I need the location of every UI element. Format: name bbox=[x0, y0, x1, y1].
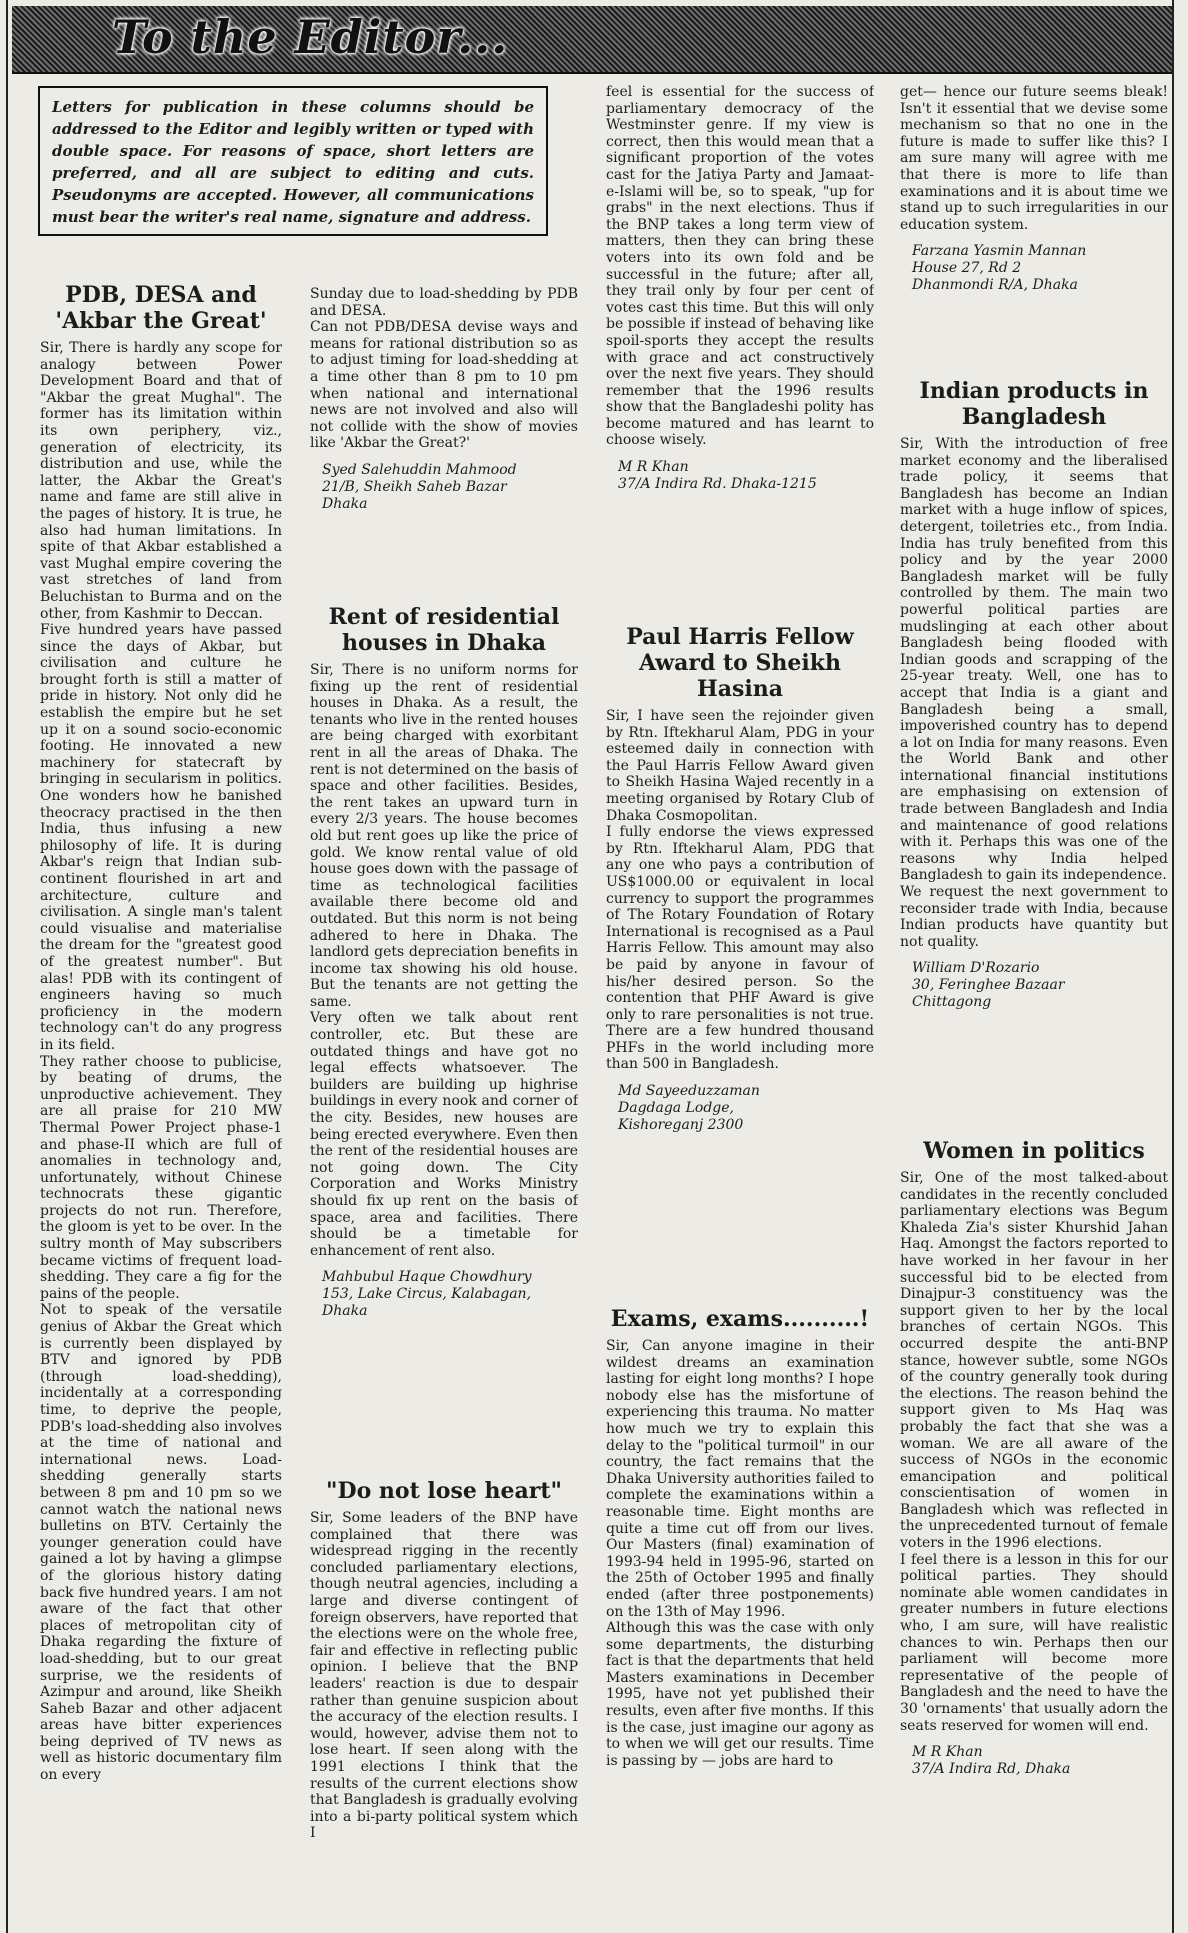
letter-signature: Md Sayeeduzzaman Dagdaga Lodge, Kishoreganj 2300 bbox=[618, 1083, 760, 1134]
letter-signature: Mahbubul Haque Chowdhury 153, Lake Circus, Kalabagan, Dhaka bbox=[322, 1269, 532, 1320]
letter-signature: William D'Rozario 30, Feringhee Bazaar Chittagong bbox=[912, 960, 1065, 1011]
letter-body: Sir, I have seen the rejoinder given by Rtn. Iftekharul Alam, PDG in your esteemed daily in connection with the Paul Harris Fellow Award given to Sheikh Hasina Wajed recently in a meeting organised by Rotary Club of Dhaka Cosmopolitan. I fully endorse the views expressed by Rtn. Iftekharul Alam, PDG that any one who pays a contribution of US$1000.00 or equivalent in local currency to support the programmes of The Rotary Foundation of Rotary International is recognised as a Paul Harris Fellow. This amount may also be paid by anyone in favour of his/her desired person. So the contention that PHF Award is give only to rare personalities is not true. There are a few hundred thousand PHFs in the world including more than 500 in Bangladesh. bbox=[606, 708, 874, 1073]
letter-heart bbox=[310, 1478, 578, 1924]
letter-continuation: get— hence our future seems bleak! Isn't it essential that we devise some mechanism so that no one in the future is made to suffer like this? I am sure many will agree with me that there is more to life than examinations and it is about time we stand up to such irregularities in our education system. bbox=[900, 84, 1168, 233]
column-4-top bbox=[900, 84, 1168, 374]
column-3-top bbox=[606, 84, 874, 584]
letter-body: Sir, Can anyone imagine in their wildest dreams an examination lasting for eight long months? I hope nobody else has the misfortune of experiencing this trauma. No matter how much we try to explain this delay to the "political turmoil" in our country, the fact remains that the Dhaka University authorities failed to complete the examinations within a reasonable time. Eight months are quite a time cut off from our lives. Our Masters (final) examination of 1993-94 held in 1995-96, started on the 25th of October 1995 and finally ended (after three postponements) on the 13th of May 1996. Although this was the case with only some departments, the disturbing fact is that the departments that held Masters examinations in December 1995, have not yet published their results, even after five months. If this is the case, just imagine our agony as to when we will get our results. Time is passing by — jobs are hard to bbox=[606, 1338, 874, 1769]
letter-title: "Do not lose heart" bbox=[326, 1478, 562, 1504]
letter-indian-products bbox=[900, 378, 1168, 1108]
letter-rent bbox=[310, 604, 578, 1434]
section-title: To the Editor... bbox=[112, 10, 509, 64]
column-2-top bbox=[310, 286, 578, 546]
letter-title: Rent of residential houses in Dhaka bbox=[328, 604, 560, 656]
letter-title: Exams, exams..........! bbox=[610, 1306, 870, 1332]
letter-signature: Farzana Yasmin Mannan House 27, Rd 2 Dhanmondi R/A, Dhaka bbox=[912, 243, 1087, 294]
submission-notice-box: Letters for publication in these columns should be addressed to the Editor and legibly written or typed with double space. For reasons of space, short letters are preferred, and all are subject to editing and cuts. Pseudonyms are accepted. However, all communications must bear the writer's real name, signature and address. bbox=[38, 86, 548, 236]
column-1 bbox=[40, 282, 282, 1922]
letter-signature: M R Khan 37/A Indira Rd, Dhaka bbox=[912, 1744, 1071, 1778]
letter-signature: M R Khan 37/A Indira Rd. Dhaka-1215 bbox=[618, 459, 817, 493]
letter-women-politics bbox=[900, 1138, 1168, 1924]
letter-continuation: Sunday due to load-shedding by PDB and DESA. Can not PDB/DESA devise ways and means for rational distribution so as to adjust timing for load-shedding at a time other than 8 pm to 10 pm when national and international news are not involved and also will not collide with the show of movies like 'Akbar the Great?' bbox=[310, 286, 578, 452]
letter-body: Sir, There is no uniform norms for fixing up the rent of residential houses in Dhaka. As a result, the tenants who live in the rented houses are being charged with exorbitant rent in all the areas of Dhaka. The rent is not determined on the basis of space and other facilities. Besides, the rent takes an upward turn in every 2/3 years. The house becomes old but rent goes up like the price of gold. We know rental value of old house goes down with the passage of time as technological facilities available there become old and outdated. But this norm is not being adhered to here in Dhaka. The landlord gets depreciation benefits in income tax showing his old house. But the tenants are not getting the same. Very often we talk about rent controller, etc. But these are outdated things and have got no legal effects whatsoever. The builders are building up highrise buildings in every nook and corner of the city. Besides, new houses are being erected everywhere. Even then the rent of the residential houses are not going down. The City Corporation and Works Ministry should fix up rent on the basis of space, area and facilities. There should be a timetable for enhancement of rent also. bbox=[310, 662, 578, 1259]
letter-exams bbox=[606, 1306, 874, 1924]
section-banner bbox=[12, 6, 1172, 74]
left-border-rule bbox=[6, 0, 8, 1933]
letter-body: Sir, With the introduction of free market economy and the liberalised trade policy, it seems that Bangladesh has become an Indian market with a huge inflow of spices, detergent, toiletries etc., from India. India has truly benefited from this policy and by the year 2000 Bangladesh market will be fully controlled by them. The main two powerful political parties are mudslinging at each other about Bangladesh being flooded with Indian goods and scrapping of the 25-year treaty. Well, one has to accept that India is a giant and Bangladesh being a small, impoverished country has to depend a lot on India for many reasons. Even the World Bank and other international financial institutions are emphasising on extension of trade between Bangladesh and India and maintenance of good relations with it. Perhaps this was one of the reasons why India helped Bangladesh to gain its independence. We request the next government to reconsider trade with India, because Indian products have quantity but not quality. bbox=[900, 436, 1168, 950]
letter-title: Paul Harris Fellow Award to Sheikh Hasina bbox=[626, 624, 854, 702]
letter-continuation: feel is essential for the success of parliamentary democracy of the Westminster genre. If my view is correct, then this would mean that a significant proportion of the votes cast for the Jatiya Party and Jamaat-e-Islami will be, so to speak, "up for grabs" in the next elections. Thus if the BNP takes a long term view of matters, then they can bring these voters into its own fold and be successful in the future; after all, they trail only by four per cent of votes cast this time. But this will only be possible if instead of behaving like spoil-sports they accept the results with grace and act constructively over the next five years. They should remember that the 1996 results show that the Bangladeshi polity has become matured and has learnt to choose wisely. bbox=[606, 84, 874, 449]
letter-title: Indian products in Bangladesh bbox=[919, 378, 1149, 430]
right-border-rule bbox=[1172, 0, 1174, 1933]
letter-paul-harris bbox=[606, 624, 874, 1264]
letter-body: Sir, There is hardly any scope for analogy between Power Development Board and that of "Akbar the great Mughal". The former has its limitation within its own periphery, viz., generation of electricity, its distribution and use, while the latter, the Akbar the Great's name and fame are still alive in the pages of history. It is true, he also had human limitations. In spite of that Akbar established a vast Mughal empire covering the vast stretches of land from Beluchistan to Burma and on the other, from Kashmir to Deccan. Five hundred years have passed since the days of Akbar, but civilisation and culture he brought forth is still a matter of pride in history. Not only did he establish the empire but he set up it on a sound socio-economic footing. He innovated a new machinery for statecraft by bringing in secularism in politics. One wonders how he banished theocracy practised in the then India, thus infusing a new philosophy of life. It is during Akbar's reign that Indian sub-continent flourished in art and architecture, culture and civilisation. A single man's talent could visualise and materialise the dream for the "greatest good of the greatest number". But alas! PDB with its contingent of engineers having so much proficiency in the modern technology can't do any progress in its field. They rather choose to publicise, by beating of drums, the unproductive achievement. They are all praise for 210 MW Thermal Power Project phase-1 and phase-II which are full of anomalies in technology and, unfortunately, without Chinese technocrats these gigantic projects do not run. Therefore, the gloom is yet to be over. In the sultry month of May subscribers became victims of frequent load-shedding. They care a fig for the pains of the people. Not to speak of the versatile genius of Akbar the Great which is currently been displayed by BTV and ignored by PDB (through load-shedding), incidentally at a corresponding time, to deprive the people, PDB's load-shedding also involves at the time of national and international news. Load-shedding generally starts between 8 pm and 10 pm so we cannot watch the national news bulletins on BTV. Certainly the younger generation could have gained a lot by having a glimpse of the glorious history dating back five hundred years. I am not aware of the fact that other places of metropolitan city of Dhaka regarding the fixture of load-shedding, but to our great surprise, we the residents of Azimpur and around, like Sheikh Saheb Bazar and other adjacent areas have bitter experiences being deprived of TV news as well as historic documentary film on every bbox=[40, 340, 282, 1784]
letter-body: Sir, One of the most talked-about candidates in the recently concluded parliamentary elections was Begum Khaleda Zia's sister Khurshid Jahan Haq. Amongst the factors reported to have worked in her favour in her successful bid to be elected from Dinajpur-3 constituency was the support given to her by the local branches of certain NGOs. This occurred despite the anti-BNP stance, however subtle, some NGOs of the country generally took during the elections. The reason behind the support given to Ms Haq was probably the fact that she was a woman. We are all aware of the success of NGOs in the economic emancipation and political conscientisation of women in Bangladesh which was reflected in the unprecedented turnout of female voters in the 1996 elections. I feel there is a lesson in this for our political parties. They should nominate able women candidates in greater numbers in future elections who, I am sure, will have realistic chances to win. Perhaps then our parliament will become more representative of the people of Bangladesh and the need to have the 30 'ornaments' that usually adorn the seats reserved for women will end. bbox=[900, 1170, 1168, 1734]
letter-title: Women in politics bbox=[923, 1138, 1145, 1164]
letter-body: Sir, Some leaders of the BNP have complained that there was widespread rigging in the recently concluded parliamentary elections, though neutral agencies, including a large and diverse contingent of foreign observers, have reported that the elections were on the whole free, fair and effective in reflecting public opinion. I believe that the BNP leaders' reaction is due to despair rather than genuine suspicion about the accuracy of the election results. I would, however, advise them not to lose heart. If seen along with the 1991 elections I think that the results of the current elections show that Bangladesh is gradually evolving into a bi-party political system which I bbox=[310, 1510, 578, 1842]
letter-pdb bbox=[40, 282, 282, 1784]
letter-signature: Syed Salehuddin Mahmood 21/B, Sheikh Saheb Bazar Dhaka bbox=[322, 461, 517, 512]
letter-title: PDB, DESA and 'Akbar the Great' bbox=[55, 282, 267, 334]
